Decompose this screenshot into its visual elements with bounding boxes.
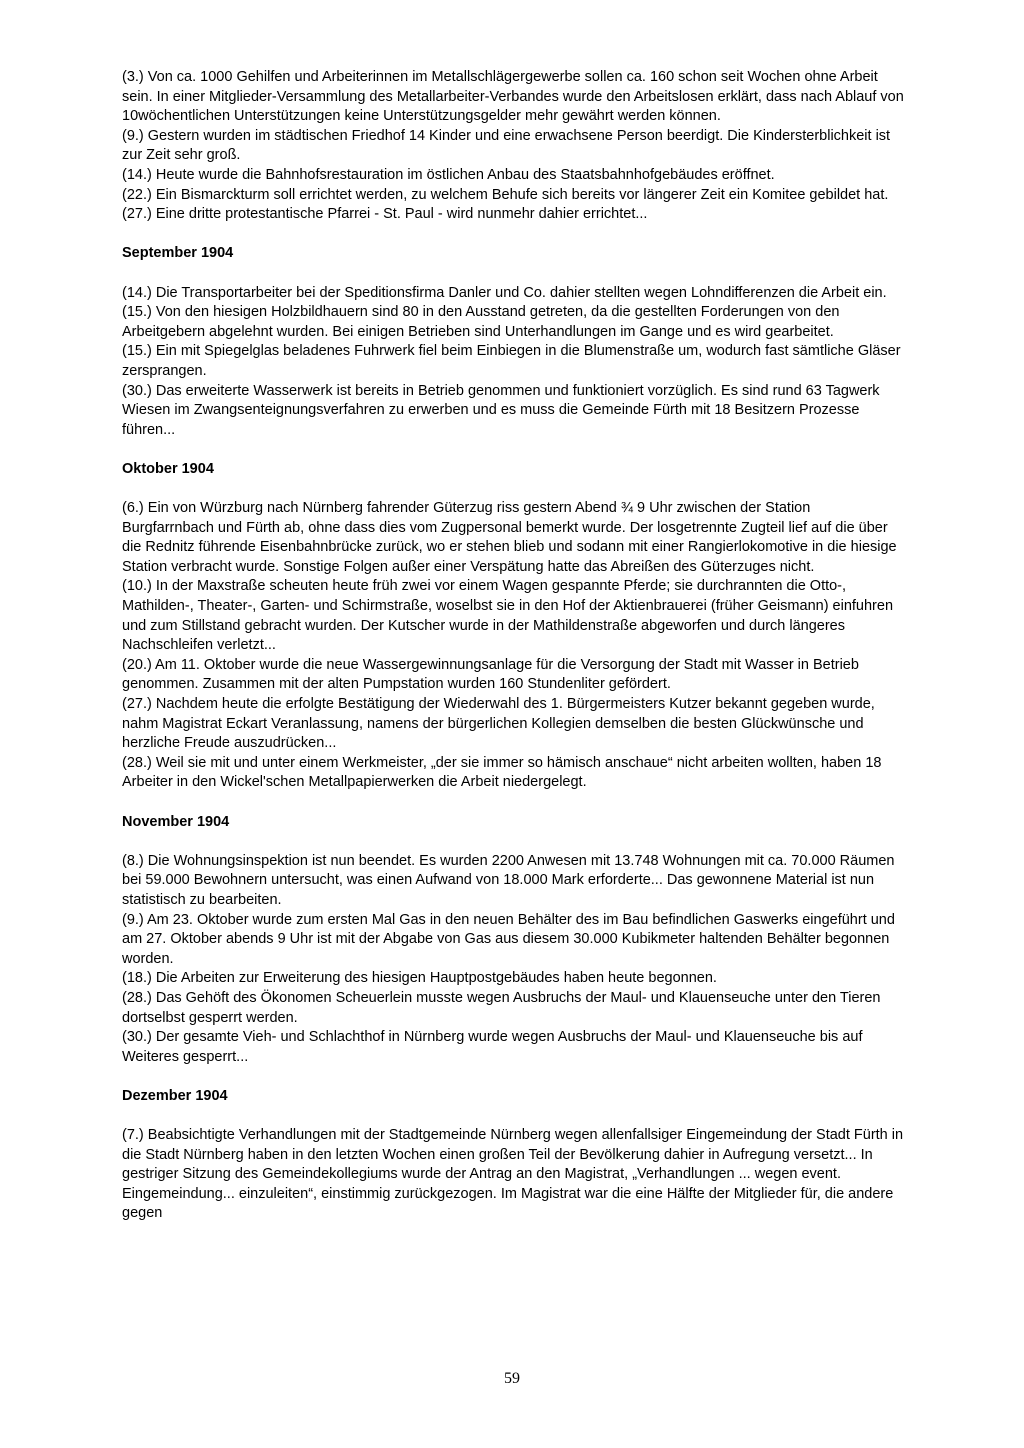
month-heading-september: September 1904 — [122, 245, 234, 262]
month-heading-dezember: Dezember 1904 — [122, 1087, 228, 1104]
section-continued — [122, 68, 904, 225]
section-september-1904 — [122, 244, 904, 440]
chronicle-entry: (28.) Weil sie mit und unter einem Werkmeister, „der sie immer so hämisch anschaue“ nicht arbeiten wollten, haben 18 Arbeiter in den Wickel'schen Metallpapierwerken die Arbeit niedergelegt. — [122, 754, 882, 791]
chronicle-entry: (7.) Beabsichtigte Verhandlungen mit der Stadtgemeinde Nürnberg wegen allenfallsiger Eingemeindung der Stadt Fürth in die Stadt Nürnberg haben in den letzten Wochen einen großen Teil der Bevölkerung dahier in Aufregung versetzt... In gestriger Sitzung des Gemeindekollegiums wurde der Antrag an den Magistrat, „Verhandlungen ... wegen event. Eingemeindung... einzuleiten“, einstimmig zurückgezogen. Im Magistrat war die eine Hälfte der Mitglieder für, die andere gegen — [122, 1127, 904, 1222]
chronicle-entry: (8.) Die Wohnungsinspektion ist nun beendet. Es wurden 2200 Anwesen mit 13.748 Wohnungen mit ca. 70.000 Räumen bei 59.000 Bewohnern untersucht, was einen Aufwand von 18.000 Mark erforderte... Das gewonnene Material ist nun statistisch zu bearbeiten. — [122, 852, 895, 908]
chronicle-entry: (6.) Ein von Würzburg nach Nürnberg fahrender Güterzug riss gestern Abend ¾ 9 Uhr zwischen der Station Burgfarrnbach und Fürth ab, ohne dass dies vom Zugpersonal bemerkt wurde. Der losgetrennte Zugteil lief auf die über die Rednitz führende Eisenbahnbrücke zurück, wo er stehen blieb und sodann mit einer Rangierlokomotive in die hiesige Station verbracht wurde. Sonstige Folgen außer einer Verspätung hatte das Abreißen des Güterzuges nicht. — [122, 500, 897, 575]
chronicle-entry: (15.) Von den hiesigen Holzbildhauern sind 80 in den Ausstand getreten, da die gestellten Forderungen von den Arbeitgebern abgelehnt wurden. Bei einigen Betrieben sind Unterhandlungen im Gange und es wird gearbeitet. — [122, 304, 840, 340]
chronicle-entry: (20.) Am 11. Oktober wurde die neue Wassergewinnungsanlage für die Versorgung der Stadt mit Wasser in Betrieb genommen. Zusammen mit der alten Pumpstation wurden 160 Stundenliter gefördert. — [122, 656, 859, 693]
chronicle-entry: (27.) Eine dritte protestantische Pfarrei - St. Paul - wird nunmehr dahier errichtet... — [122, 206, 648, 223]
chronicle-entry: (9.) Gestern wurden im städtischen Friedhof 14 Kinder und eine erwachsene Person beerdigt. Die Kindersterblichkeit ist zur Zeit sehr groß. — [122, 127, 891, 164]
chronicle-entry: (14.) Heute wurde die Bahnhofsrestauration im östlichen Anbau des Staatsbahnhofgebäudes eröffnet. — [122, 166, 775, 183]
chronicle-entry: (30.) Das erweiterte Wasserwerk ist bereits in Betrieb genommen und funktioniert vorzüglich. Es sind rund 63 Tagwerk Wiesen im Zwangsenteignungsverfahren zu erwerben und es muss die Gemeinde Fürth mit 18 Besitzern Prozesse führen... — [122, 382, 880, 438]
month-heading-november: November 1904 — [122, 813, 230, 830]
month-heading-oktober: Oktober 1904 — [122, 460, 214, 477]
section-dezember-1904 — [122, 1087, 904, 1224]
page-number: 59 — [504, 1370, 520, 1387]
chronicle-entry: (9.) Am 23. Oktober wurde zum ersten Mal Gas in den neuen Behälter des im Bau befindlichen Gaswerks eingeführt und am 27. Oktober abends 9 Uhr ist mit der Abgabe von Gas aus diesem 30.000 Kubikmeter haltenden Behälter begonnen worden. — [122, 911, 895, 967]
chronicle-body — [122, 68, 904, 1224]
chronicle-entry: (18.) Die Arbeiten zur Erweiterung des hiesigen Hauptpostgebäudes haben heute begonnen. — [122, 970, 717, 987]
chronicle-entry: (10.) In der Maxstraße scheuten heute früh zwei vor einem Wagen gespannte Pferde; sie durchrannten die Otto-, Mathilden-, Theater-, Garten- und Schirmstraße, woselbst sie in den Hof der Aktienbrauerei (früher Geismann) einfuhren und zum Stillstand gebracht wurden. Der Kutscher wurde in der Mathildenstraße abgeworfen und durch längeres Nachschleifen verletzt... — [122, 578, 894, 654]
chronicle-entry: (28.) Das Gehöft des Ökonomen Scheuerlein musste wegen Ausbruchs der Maul- und Klauenseuche unter den Tieren dortselbst gesperrt werden. — [122, 989, 881, 1026]
chronicle-entry: (27.) Nachdem heute die erfolgte Bestätigung der Wiederwahl des 1. Bürgermeisters Kutzer bekannt gegeben wurde, nahm Magistrat Eckart Veranlassung, namens der bürgerlichen Kollegien demselben die besten Glückwünsche und herzliche Freude auszudrücken... — [122, 696, 875, 752]
section-november-1904 — [122, 813, 904, 1068]
chronicle-entry: (15.) Ein mit Spiegelglas beladenes Fuhrwerk fiel beim Einbiegen in die Blumenstraße um, wodurch fast sämtliche Gläser zersprangen. — [122, 343, 901, 379]
chronicle-entry: (30.) Der gesamte Vieh- und Schlachthof in Nürnberg wurde wegen Ausbruchs der Maul- und Klauenseuche bis auf Weiteres gesperrt... — [122, 1029, 863, 1065]
chronicle-entry: (22.) Ein Bismarckturm soll errichtet werden, zu welchem Behufe sich bereits vor längerer Zeit ein Komitee gebildet hat. — [122, 186, 889, 203]
chronicle-entry: (3.) Von ca. 1000 Gehilfen und Arbeiterinnen im Metallschlägergewerbe sollen ca. 160 schon seit Wochen ohne Arbeit sein. In einer Mitglieder-Versammlung des Metallarbeiter-Verbandes wurde den Arbeitslosen erklärt, dass nach Ablauf von 10wöchentlichen Unterstützungen keine Unterstützungsgelder mehr gewährt werden können. — [122, 69, 904, 125]
chronicle-entry: (14.) Die Transportarbeiter bei der Speditionsfirma Danler und Co. dahier stellten wegen Lohndifferenzen die Arbeit ein. — [122, 284, 887, 301]
section-oktober-1904 — [122, 460, 904, 793]
